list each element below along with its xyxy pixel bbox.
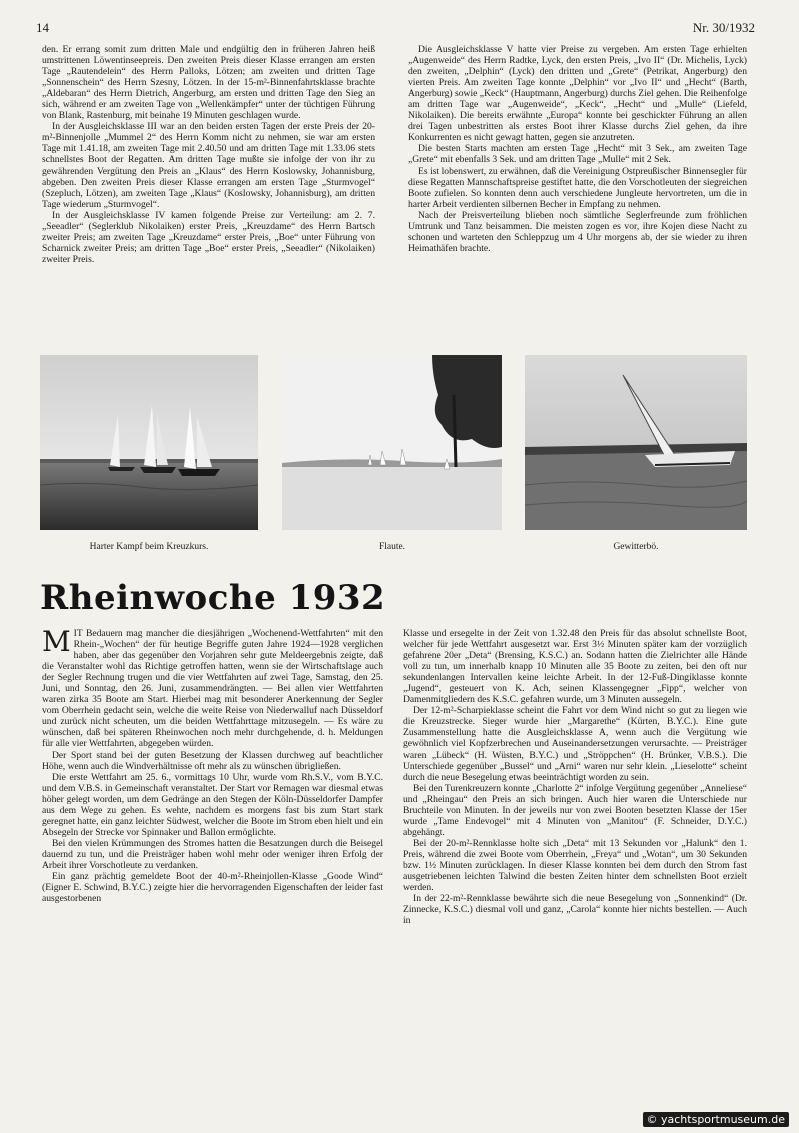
- paragraph: Ein ganz prächtig gemeldete Boot der 40-m²-Rheinjollen-Klasse „Goode Wind“ (Eigner E. Schwind, B.Y.C.) zeigte hier die hervorragenden Eigenschaften der leider fast ausgestorbenen: [42, 871, 383, 905]
- photo-caption: Harter Kampf beim Kreuzkurs.: [89, 542, 209, 552]
- article-right-column: [403, 628, 747, 926]
- paragraph: Bei der 20-m²-Rennklasse holte sich „Deta“ mit 13 Sekunden vor „Halunk“ den 1. Preis, während die zwei Boote vom Oberrhein, „Freya“ und „Wotan“, um 30 Sekunden bzw. 1½ Minuten zurücklagen. In dieser Klasse konnten bei dem durch den Strom fast ausgetriebenen leichten Talwind die besten Zeiten hinter dem schnellsten Boot erzielt werden.: [403, 837, 747, 894]
- drop-cap: M: [42, 625, 71, 658]
- paragraph: [42, 625, 383, 750]
- article-title: Rheinwoche 1932: [40, 578, 386, 618]
- issue-number: Nr. 30/1932: [692, 20, 755, 35]
- paragraph: Die erste Wettfahrt am 25. 6., vormittags 10 Uhr, wurde vom Rh.S.V., vom B.Y.C. und dem V.B.S. in Gemeinschaft veranstaltet. Der Start vor Remagen war diesmal etwas höher gelegt worden, um dem Gedränge an den Stegen der Köln-Düsseldorfer Dampfer aus dem Wege zu gehen. Es wehte, nachdem es morgens fast bis zum Start stark geregnet hatte, ein ganz leichter Südwest, welcher die Boote im Strom eben hielt und ein Absegeln der Strecke vor Spinnaker und Ballon ermöglichte.: [42, 771, 384, 838]
- paragraph: den. Er errang somit zum dritten Male und endgültig den in früheren Jahren heiß umstrittenen Löwentinseepreis. Den zweiten Preis dieser Klasse errangen am ersten Tage „Rautendelein“ des Herrn Palloks, Lötzen; am zweiten und dritten Tage „Sonnenschein“ des Herrn Szesny, Lötzen. In der 15-m²-Binnenfahrtsklasse brachte „Aldebaran“ des Herrn Dietrich, Angerburg, am ersten und dritten Tage den Sieg an sich, während er am zweiten Tage von „Wellenkämpfer“ unter der tüchtigen Führung von Blank, Rastenburg, mit beinahe 19 Minuten geschlagen wurde.: [42, 44, 375, 122]
- paragraph: In der Ausgleichsklasse III war an den beiden ersten Tagen der erste Preis der 20-m²-Binnenjolle „Mummel 2“ des Herrn Komm nicht zu nehmen, sie war am ersten Tage mit 1.41.18, am zweiten Tage mit 2.40.50 und am dritten Tage mit 1.33.06 stets schnellstes Boot der Regatten. Am dritten Tage mußte sie infolge der von ihr zu gewährenden Vergütung den Preis an „Klaus“ des Herrn Koslowsky, Johannisburg, abgeben. Den zweiten Preis dieser Klasse errangen am ersten Tage „Sturmvogel“ (Szepluch, Lötzen), am zweiten Tage „Klaus“ (Koslowsky, Johannisburg), am dritten Tage wiederum „Sturmvogel“.: [42, 121, 375, 210]
- paragraph: Bei den vielen Krümmungen des Stromes hatten die Besatzungen durch die Beisegel dauernd zu tun, und die Preisträger haben wohl mehr oder weniger ihren Erfolg der Arbeit ihrer Vorschotleute zu verdanken.: [42, 837, 383, 871]
- photo-caption: Flaute.: [378, 542, 406, 552]
- paragraph: In der Ausgleichsklasse IV kamen folgende Preise zur Verteilung: am 2. 7. „Seeadler“ (Seglerklub Nikolaiken) erster Preis, „Kreuzdame“ des Herrn Bartsch zweiter Preis; am zweiten Tage „Kreuzdame“ erster Preis, „Boe“ unter Führung von Scharnick zweiter Preis; am dritten Tage „Boe“ erster Preis, „Seeadler“ (Nikolaiken) zweiter Preis.: [42, 209, 375, 265]
- photo-kreuzkurs: [40, 355, 258, 530]
- paragraph: Die Ausgleichsklasse V hatte vier Preise zu vergeben. Am ersten Tage erhielten „Augenweide“ des Herrn Radtke, Lyck, den ersten Preis, „Ivo II“ (Dr. Michelis, Lyck) den zweiten, „Delphin“ (Lyck) den dritten und „Grete“ (Petrikat, Angerburg) den vierten Preis. Am zweiten Tage konnte „Delphin“ vor „Ivo II“ und „Hecht“ (Barth, Angerburg) sowie „Keck“ (Hauptmann, Angerburg) durchs Ziel gehen. Die Reihenfolge am dritten Tage war „Augenweide“, „Keck“, „Hecht“ und „Mulle“ (Liefeld, Nikolaiken). Die bereits erwähnte „Europa“ konnte bei geschickter Führung an allen drei Tagen unbestritten als erstes Boot ihrer Klasse durchs Ziel gehen, da ihre Konkurrenten es nicht gewagt hatten, gegen sie anzutreten.: [408, 44, 747, 144]
- paragraph: Klasse und ersegelte in der Zeit von 1.32.48 den Preis für das absolut schnellste Boot, welcher für jede Wettfahrt ausgesetzt war. Erst 3½ Minuten später kam der vorzüglich gefahrene 20er „Deta“ (Brensing, K.S.C.) an. Sodann hatten die Zielrichter alle Hände voll zu tun, um innerhalb knapp 10 Minuten alle 35 Boote zu zeiten, bei den oft nur sekundenlangen Intervallen keine leichte Arbeit. In der 12-Fuß-Dingiklasse konnte „Jugend“, gesteuert von K. Ach, seinen Klassengegner „Fipp“, welcher von Damenmitgliedern des K.S.C. gefahren wurde, um 3 Minuten aussegeln.: [403, 628, 747, 706]
- copyright-credit: © yachtsportmuseum.de: [643, 1112, 789, 1127]
- article-left-column: [42, 625, 384, 905]
- photo-gewitterboe: [525, 355, 747, 530]
- page-number: 14: [36, 20, 49, 35]
- paragraph: Nach der Preisverteilung blieben noch sämtliche Seglerfreunde zum fröhlichen Umtrunk und Tanz beisammen. Die meisten zogen es vor, ihre Kojen diese Nacht zu schonen und warteten den Schleppzug um 4 Uhr morgens ab, der sie wieder zu ihren Heimathäfen brachte.: [408, 209, 747, 254]
- paragraph-text: IT Bedauern mag mancher die diesjährigen „Wochenend-Wettfahrten“ mit den Rhein-„Wochen“ der für heutige Begriffe guten Jahre 1924—1928 verglichen haben, aber das gegenüber den Vorjahren sehr gute Meldeergebnis zeigte, daß die Veranstalter wohl das Richtige getroffen hatten, wenn sie der Wirtschaftslage auch der Segler Rechnung trugen und die vier Wettfahrten auf zwei Tage, Samstag, den 25. Juni, und Sonntag, den 26. Juni, zusammendrängten. — Bei allen vier Wettfahrten waren zirka 35 Boote am Start. Hierbei mag mit besonderer Anerkennung der Segler vom Oberrhein gedacht sein, welche die weite Reise von Niederwalluf nach Düsseldorf und zurück nicht scheuten, um die beiden Wettfahrttage mitzusegeln. — Es wäre zu wünschen, daß bei späteren Rheinwochen noch mehr durchgehende, d. h. Meldungen für alle vier Wettfahrten, abgegeben würden.: [42, 628, 383, 750]
- photo-caption: Gewitterbö.: [613, 542, 659, 552]
- top-right-column: [408, 44, 747, 254]
- photo-flaute: [282, 355, 502, 530]
- paragraph: Die besten Starts machten am ersten Tage „Hecht“ mit 3 Sek., am zweiten Tage „Grete“ mit ebenfalls 3 Sek. und am dritten Tage „Mulle“ mit 2 Sek.: [408, 143, 747, 166]
- paragraph: Bei den Turenkreuzern konnte „Charlotte 2“ infolge Vergütung gegenüber „Anneliese“ und „Rheingau“ den Preis an sich bringen. Auch hier waren die Unterschiede nur Bruchteile von Minuten. In der jeweils nur von zwei Booten besetzten Klasse der 15er wurde „Tame Endevogel“ mit 4 Minuten von „Manitou“ (F. Schneider, D.Y.C.) abgehängt.: [403, 782, 747, 838]
- paragraph: Es ist lobenswert, zu erwähnen, daß die Vereinigung Ostpreußischer Binnensegler für diese Regatten Mannschaftspreise gestiftet hatte, die den Vorschotleuten der siegreichen Boote zufielen. So konnten denn auch verschiedene Jungleute hervortreten, um die in harter Arbeit verdienten silbernen Becher in Empfang zu nehmen.: [408, 165, 747, 210]
- paragraph: Der 12-m²-Scharpieklasse scheint die Fahrt vor dem Wind nicht so gut zu liegen wie die Kreuzstrecke. Sieger wurde hier „Margarethe“ (Kürten, B.Y.C.). Eine gute Zusammenstellung hatte die Ausgleichsklasse A, wenn auch die Vergütung wie gewöhnlich viel Kopfzerbrechen und Auseinandersetzungen verursachte. — Preisträger waren „Lübeck“ (H. Wüsten, B.Y.C.) und „Ströppchen“ (H. Brünker, V.B.S.). Die Unterschiede gegenüber „Bussel“ und „Arni“ waren nur sehr klein. „Lieselotte“ scheint durch die neue Besegelung etwas beeinträchtigt worden zu sein.: [403, 705, 747, 783]
- paragraph: Der Sport stand bei der guten Besetzung der Klassen durchweg auf beachtlicher Höhe, wenn auch die Windverhältnisse oft mehr als zu wünschen übrigließen.: [42, 749, 383, 772]
- paragraph: In der 22-m²-Rennklasse bewährte sich die neue Besegelung von „Sonnenkind“ (Dr. Zinnecke, K.S.C.) diesmal voll und ganz, „Carola“ konnte hier nichts bestellen. — Auch in: [403, 893, 747, 927]
- top-left-column: [42, 44, 375, 265]
